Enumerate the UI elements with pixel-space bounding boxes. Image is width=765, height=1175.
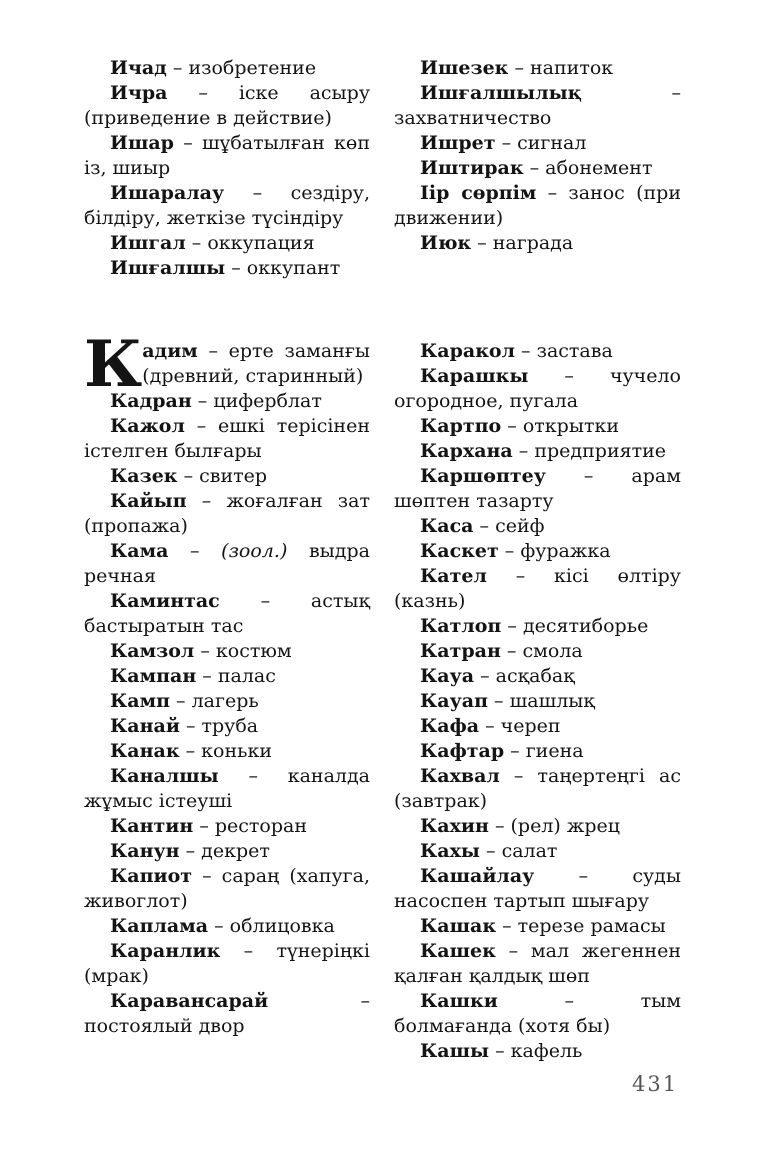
- entry-term: Иштирак: [420, 157, 524, 179]
- entry-term: Кархана: [420, 440, 513, 462]
- dictionary-entry: [84, 181, 370, 231]
- entry-separator: –: [184, 415, 219, 437]
- entry-definition: кафель: [510, 1040, 583, 1062]
- dictionary-entry: [394, 539, 681, 564]
- entry-definition: терезе рамасы: [517, 915, 666, 937]
- entry-separator: –: [495, 940, 531, 962]
- entry-term: Канун: [110, 840, 180, 862]
- dictionary-entry: [394, 989, 681, 1039]
- dictionary-entry: [394, 914, 681, 939]
- entry-separator: –: [166, 57, 189, 79]
- dictionary-entry: [394, 364, 681, 414]
- dictionary-entry: [394, 739, 681, 764]
- entry-definition: сигнал: [517, 132, 587, 154]
- entry-separator: –: [167, 82, 239, 104]
- entry-term: Ишезек: [420, 57, 509, 79]
- entry-term: Катлоп: [420, 615, 502, 637]
- dictionary-entry: [394, 714, 681, 739]
- entry-separator: –: [499, 765, 538, 787]
- entry-separator: –: [496, 915, 518, 937]
- entry-separator: –: [196, 665, 218, 687]
- dictionary-entry: [394, 231, 681, 256]
- dictionary-entry: [84, 639, 370, 664]
- entry-definition: арам шөптен тазарту: [394, 465, 681, 512]
- entry-separator: –: [508, 57, 530, 79]
- entry-term: Карашкы: [420, 365, 529, 387]
- dictionary-entry: [394, 156, 681, 181]
- column-top-left: [84, 56, 370, 281]
- entry-definition: чучело огородное, пугала: [394, 365, 681, 412]
- entry-definition: астық бастыратын тас: [84, 590, 370, 637]
- entry-separator: –: [224, 182, 291, 204]
- entry-term: адим: [142, 340, 198, 362]
- entry-term: Кадран: [110, 390, 192, 412]
- entry-separator: –: [495, 132, 518, 154]
- dictionary-entry: [84, 989, 370, 1039]
- entry-term: Кампан: [110, 665, 197, 687]
- dictionary-entry: [84, 689, 370, 714]
- entry-definition: лагерь: [191, 690, 259, 712]
- section-first-entry: Кадим – ерте заманғы (древний, старинный): [84, 327, 370, 402]
- dictionary-entry: [84, 539, 370, 589]
- dictionary-entry: [394, 639, 681, 664]
- entry-separator: –: [218, 765, 288, 787]
- entry-definition: труба: [201, 715, 259, 737]
- entry-definition: награда: [492, 232, 574, 254]
- entry-term: Кашы: [420, 1040, 490, 1062]
- entry-separator: –: [179, 840, 202, 862]
- entry-term: Кама: [110, 540, 169, 562]
- entry-definition: таңертеңгі ас (завтрак): [394, 765, 681, 812]
- entry-definition: жоғалған зат (пропажа): [84, 490, 370, 537]
- entry-separator: –: [486, 565, 555, 587]
- entry-term: Кашак: [420, 915, 497, 937]
- entry-definition: асқабақ: [495, 665, 575, 687]
- dictionary-entry: [84, 864, 370, 914]
- entry-term: Кафа: [420, 715, 480, 737]
- entry-separator: –: [545, 465, 632, 487]
- entry-term: Каракол: [420, 340, 515, 362]
- entry-definition: коньки: [201, 740, 273, 762]
- entry-definition: шашлық: [509, 690, 595, 712]
- entry-separator: –: [474, 665, 496, 687]
- dictionary-entry: [394, 81, 681, 131]
- entry-separator: –: [186, 490, 227, 512]
- entry-separator: –: [501, 615, 523, 637]
- entry-term: Камзол: [110, 640, 195, 662]
- dictionary-entry: [394, 614, 681, 639]
- entry-definition: ресторан: [214, 815, 308, 837]
- entry-definition: салат: [501, 840, 558, 862]
- entry-separator: –: [208, 915, 230, 937]
- dictionary-entry: [84, 81, 370, 131]
- column-top-right: [394, 56, 681, 256]
- dictionary-entry: [84, 714, 370, 739]
- entry-term: Кашки: [420, 990, 498, 1012]
- dictionary-entry: [394, 339, 681, 364]
- entry-separator: –: [498, 540, 521, 562]
- entry-term: Ишғалшы: [110, 257, 226, 279]
- entry-separator: –: [177, 465, 200, 487]
- entry-term: Ичра: [110, 82, 168, 104]
- entry-separator: –: [473, 515, 496, 537]
- entry-term: Ишаралау: [110, 182, 225, 204]
- entry-term: Каранлик: [110, 940, 221, 962]
- entry-term: Капиот: [110, 865, 193, 887]
- entry-term: Ишғалшылық: [420, 82, 582, 104]
- entry-separator: –: [487, 690, 510, 712]
- entry-definition: мал жегеннен қалған қалдық шөп: [394, 940, 681, 987]
- entry-separator: –: [488, 815, 511, 837]
- entry-separator: –: [192, 865, 222, 887]
- dictionary-entry: [84, 231, 370, 256]
- page-number: 431: [632, 1072, 679, 1096]
- dictionary-entry: [394, 664, 681, 689]
- entry-definition: түнеріңкі (мрак): [84, 940, 370, 987]
- entry-term: Кауап: [420, 690, 488, 712]
- dictionary-entry: [394, 939, 681, 989]
- dictionary-entry: [84, 664, 370, 689]
- entry-definition: облицовка: [229, 915, 335, 937]
- entry-term: Кашек: [420, 940, 496, 962]
- entry-note: (зоол.): [221, 540, 288, 562]
- entry-definition: постоялый двор: [84, 1015, 245, 1037]
- dictionary-entry: [84, 464, 370, 489]
- entry-definition: череп: [500, 715, 561, 737]
- entry-separator: –: [193, 815, 215, 837]
- entry-definition: открытки: [522, 415, 619, 437]
- entry-term: Казек: [110, 465, 178, 487]
- dictionary-entry: [84, 589, 370, 639]
- entry-separator: –: [479, 715, 501, 737]
- entry-definition: занос (при движении): [394, 182, 681, 229]
- dictionary-entry: [84, 256, 370, 281]
- entry-separator: –: [185, 232, 208, 254]
- entry-separator: –: [501, 415, 523, 437]
- column-bottom-left: [84, 327, 370, 1039]
- entry-definition: тым болмағанда (хотя бы): [394, 990, 681, 1037]
- entry-term: Каминтас: [110, 590, 220, 612]
- entry-term: Камп: [110, 690, 171, 712]
- entry-definition: смола: [522, 640, 583, 662]
- dictionary-entry: [84, 764, 370, 814]
- entry-definition: гиена: [525, 740, 584, 762]
- entry-term: Каршөптеу: [420, 465, 546, 487]
- dictionary-entry: [394, 814, 681, 839]
- dictionary-entry: [394, 564, 681, 614]
- entry-definition: суды насоспен тартып шығару: [394, 865, 681, 912]
- dictionary-entry: [84, 56, 370, 81]
- entry-term: Кантин: [110, 815, 194, 837]
- entry-definition: оккупация: [207, 232, 315, 254]
- entry-definition: сездіру, білдіру, жеткізе түсіндіру: [84, 182, 370, 229]
- entry-definition: сейф: [495, 515, 545, 537]
- dictionary-entry: [394, 839, 681, 864]
- entry-definition: абонемент: [545, 157, 653, 179]
- entry-term: Кафтар: [420, 740, 505, 762]
- entry-definition: ешкі терісінен істелген былғары: [84, 415, 370, 462]
- entry-separator: –: [512, 440, 535, 462]
- entry-term: Кател: [420, 565, 487, 587]
- entry-term: Кахвал: [420, 765, 500, 787]
- entry-definition: костюм: [215, 640, 292, 662]
- entry-definition: циферблат: [213, 390, 322, 412]
- entry-term: Каравансарай: [110, 990, 269, 1012]
- dictionary-entry: [84, 914, 370, 939]
- dictionary-entry: [84, 939, 370, 989]
- entry-term: Каскет: [420, 540, 499, 562]
- dictionary-entry: [394, 514, 681, 539]
- entry-separator: –: [220, 940, 277, 962]
- entry-definition: предприятие: [534, 440, 667, 462]
- entry-separator: –: [194, 640, 216, 662]
- dictionary-entry: [394, 764, 681, 814]
- entry-term: Ишгал: [110, 232, 186, 254]
- entry-term: Катран: [420, 640, 501, 662]
- entry-separator: –: [523, 157, 546, 179]
- entry-separator: –: [168, 540, 222, 562]
- entry-definition: ерте заманғы (древний, старинный): [142, 340, 370, 387]
- column-bottom-right: [394, 339, 681, 1064]
- entry-separator: –: [528, 365, 610, 387]
- entry-term: Канай: [110, 715, 180, 737]
- dictionary-entry: [84, 414, 370, 464]
- entry-term: Каплама: [110, 915, 209, 937]
- entry-definition: захватничество: [394, 107, 552, 129]
- entry-term: Ишрет: [420, 132, 496, 154]
- dictionary-entry: [394, 181, 681, 231]
- dictionary-entry: [394, 464, 681, 514]
- entry-definition: (рел) жрец: [510, 815, 620, 837]
- dictionary-entry: [84, 814, 370, 839]
- entry-separator: –: [504, 740, 526, 762]
- dictionary-entry: [394, 1039, 681, 1064]
- entry-separator: –: [497, 990, 641, 1012]
- dictionary-entry: [394, 414, 681, 439]
- entry-definition: каналда жұмыс істеуші: [84, 765, 370, 812]
- entry-definition: свитер: [199, 465, 268, 487]
- entry-definition: фуражка: [520, 540, 611, 562]
- entry-definition: іске асыру (приведение в действие): [84, 82, 370, 129]
- entry-separator: –: [500, 640, 523, 662]
- dictionary-entry: [394, 439, 681, 464]
- entry-definition: декрет: [201, 840, 270, 862]
- entry-term: Кахы: [420, 840, 480, 862]
- entry-term: Канак: [110, 740, 180, 762]
- dictionary-entry: [84, 839, 370, 864]
- entry-term: Картпо: [420, 415, 502, 437]
- entry-separator: –: [268, 990, 370, 1012]
- entry-separator: –: [479, 840, 502, 862]
- entry-definition: застава: [536, 340, 613, 362]
- entry-term: Кайып: [110, 490, 187, 512]
- entry-term: Ичад: [110, 57, 167, 79]
- dictionary-entry: [394, 689, 681, 714]
- entry-separator: –: [471, 232, 493, 254]
- entry-term: Каса: [420, 515, 474, 537]
- entry-separator: –: [179, 740, 202, 762]
- dictionary-entry: [394, 131, 681, 156]
- dictionary-entry: [84, 131, 370, 181]
- entry-separator: –: [170, 690, 192, 712]
- entry-term: Июк: [420, 232, 472, 254]
- entry-definition: сараң (хапуга, живоглот): [84, 865, 370, 912]
- dictionary-entry: [84, 489, 370, 539]
- entry-term: Кахин: [420, 815, 489, 837]
- entry-definition: оккупант: [246, 257, 341, 279]
- entry-term: Ишар: [110, 132, 174, 154]
- entry-term: Іір сөрпім: [420, 182, 537, 204]
- entry-term: Кауа: [420, 665, 475, 687]
- entry-definition: изобретение: [188, 57, 317, 79]
- entry-definition: кісі өлтіру (казнь): [394, 565, 681, 612]
- entry-definition: палас: [217, 665, 276, 687]
- entry-separator: –: [225, 257, 247, 279]
- entry-separator: –: [536, 182, 569, 204]
- entry-separator: –: [191, 390, 214, 412]
- entry-definition: выдра речная: [84, 540, 370, 587]
- entry-separator: –: [489, 1040, 511, 1062]
- section-initial-letter: К: [84, 327, 143, 402]
- entry-term: Каналшы: [110, 765, 219, 787]
- entry-separator: –: [534, 865, 633, 887]
- entry-separator: –: [219, 590, 311, 612]
- entry-separator: –: [514, 340, 537, 362]
- entry-definition: десятиборье: [522, 615, 649, 637]
- dictionary-entry: [394, 864, 681, 914]
- entry-definition: шұбатылған көп із, шиыр: [84, 132, 370, 179]
- entry-separator: –: [179, 715, 202, 737]
- dictionary-entry: [394, 56, 681, 81]
- entry-definition: напиток: [530, 57, 614, 79]
- entry-separator: –: [581, 82, 681, 104]
- dictionary-entry: [84, 389, 370, 414]
- entry-term: Кашайлау: [420, 865, 535, 887]
- dictionary-entry: [84, 739, 370, 764]
- entry-separator: –: [173, 132, 202, 154]
- entry-term: Кажол: [110, 415, 185, 437]
